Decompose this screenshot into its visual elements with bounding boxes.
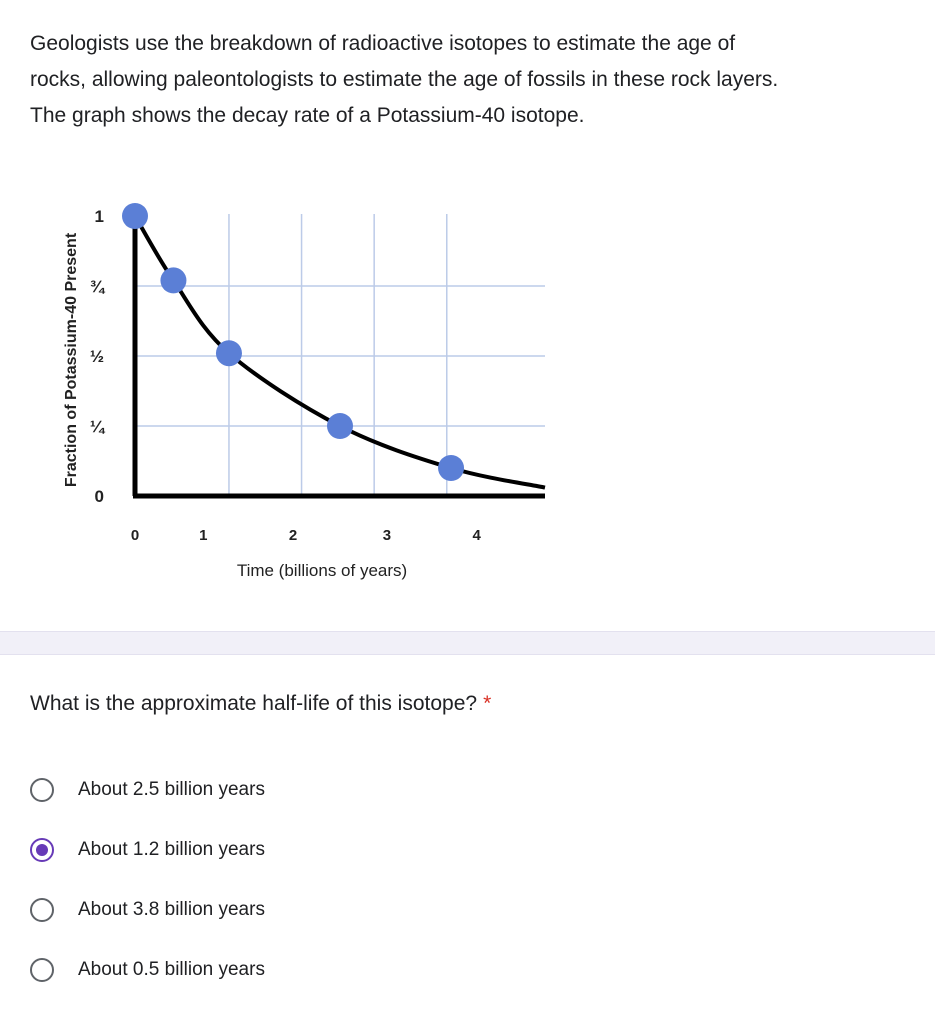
x-axis-label: Time (billions of years): [236, 561, 408, 580]
option-label: About 0.5 billion years: [78, 959, 265, 980]
data-point-2: [216, 340, 242, 366]
answer-options: [30, 760, 265, 1000]
option-3-8-billion[interactable]: [30, 880, 265, 940]
chart-grid: [135, 214, 545, 496]
y-tick-label-3: ¾: [89, 277, 104, 296]
y-axis-label: Fraction of Potassium-40 Present: [63, 232, 80, 488]
decay-chart: [0, 180, 600, 600]
option-label: About 3.8 billion years: [78, 899, 265, 920]
radio-button[interactable]: [30, 958, 54, 982]
description-line-2: rocks, allowing paleontologists to estimate the age of fossils in these rock layers.: [30, 68, 779, 91]
radio-dot: [36, 964, 48, 976]
data-point-4: [438, 455, 464, 481]
section-separator: [0, 631, 935, 655]
x-tick-labels: [131, 527, 482, 544]
y-tick-label-0: 0: [94, 487, 104, 506]
x-tick-label-2: 2: [288, 527, 298, 544]
question-description: [30, 26, 920, 134]
description-line-1: Geologists use the breakdown of radioactive isotopes to estimate the age of: [30, 32, 736, 55]
option-2-5-billion[interactable]: [30, 760, 265, 820]
option-label: About 2.5 billion years: [78, 779, 265, 800]
data-point-3: [327, 413, 353, 439]
question-text: What is the approximate half-life of this isotope?: [30, 692, 478, 715]
data-points-layer: [122, 203, 464, 481]
radio-button[interactable]: [30, 778, 54, 802]
option-label: About 1.2 billion years: [78, 839, 265, 860]
question-title: [30, 692, 491, 716]
radio-button[interactable]: [30, 898, 54, 922]
radio-button[interactable]: [30, 838, 54, 862]
x-tick-label-1: 1: [199, 527, 208, 544]
y-tick-labels: [90, 207, 106, 506]
radio-dot: [36, 844, 48, 856]
data-point-1: [160, 267, 186, 293]
required-asterisk: *: [483, 692, 492, 715]
x-tick-label-3: 3: [382, 527, 392, 544]
radio-dot: [36, 904, 48, 916]
option-1-2-billion[interactable]: [30, 820, 265, 880]
data-point-0: [122, 203, 148, 229]
y-tick-label-1: ¼: [89, 417, 104, 436]
y-tick-label-2: ½: [89, 347, 104, 366]
radio-dot: [36, 784, 48, 796]
x-tick-label-4: 4: [472, 527, 481, 544]
decay-curve-layer: [135, 216, 545, 488]
chart-axes: [133, 210, 545, 496]
description-line-3: The graph shows the decay rate of a Potassium-40 isotope.: [30, 104, 585, 127]
x-tick-label-0: 0: [130, 527, 140, 544]
y-tick-label-4: 1: [94, 207, 104, 226]
decay-curve: [135, 216, 545, 488]
option-0-5-billion[interactable]: [30, 940, 265, 1000]
